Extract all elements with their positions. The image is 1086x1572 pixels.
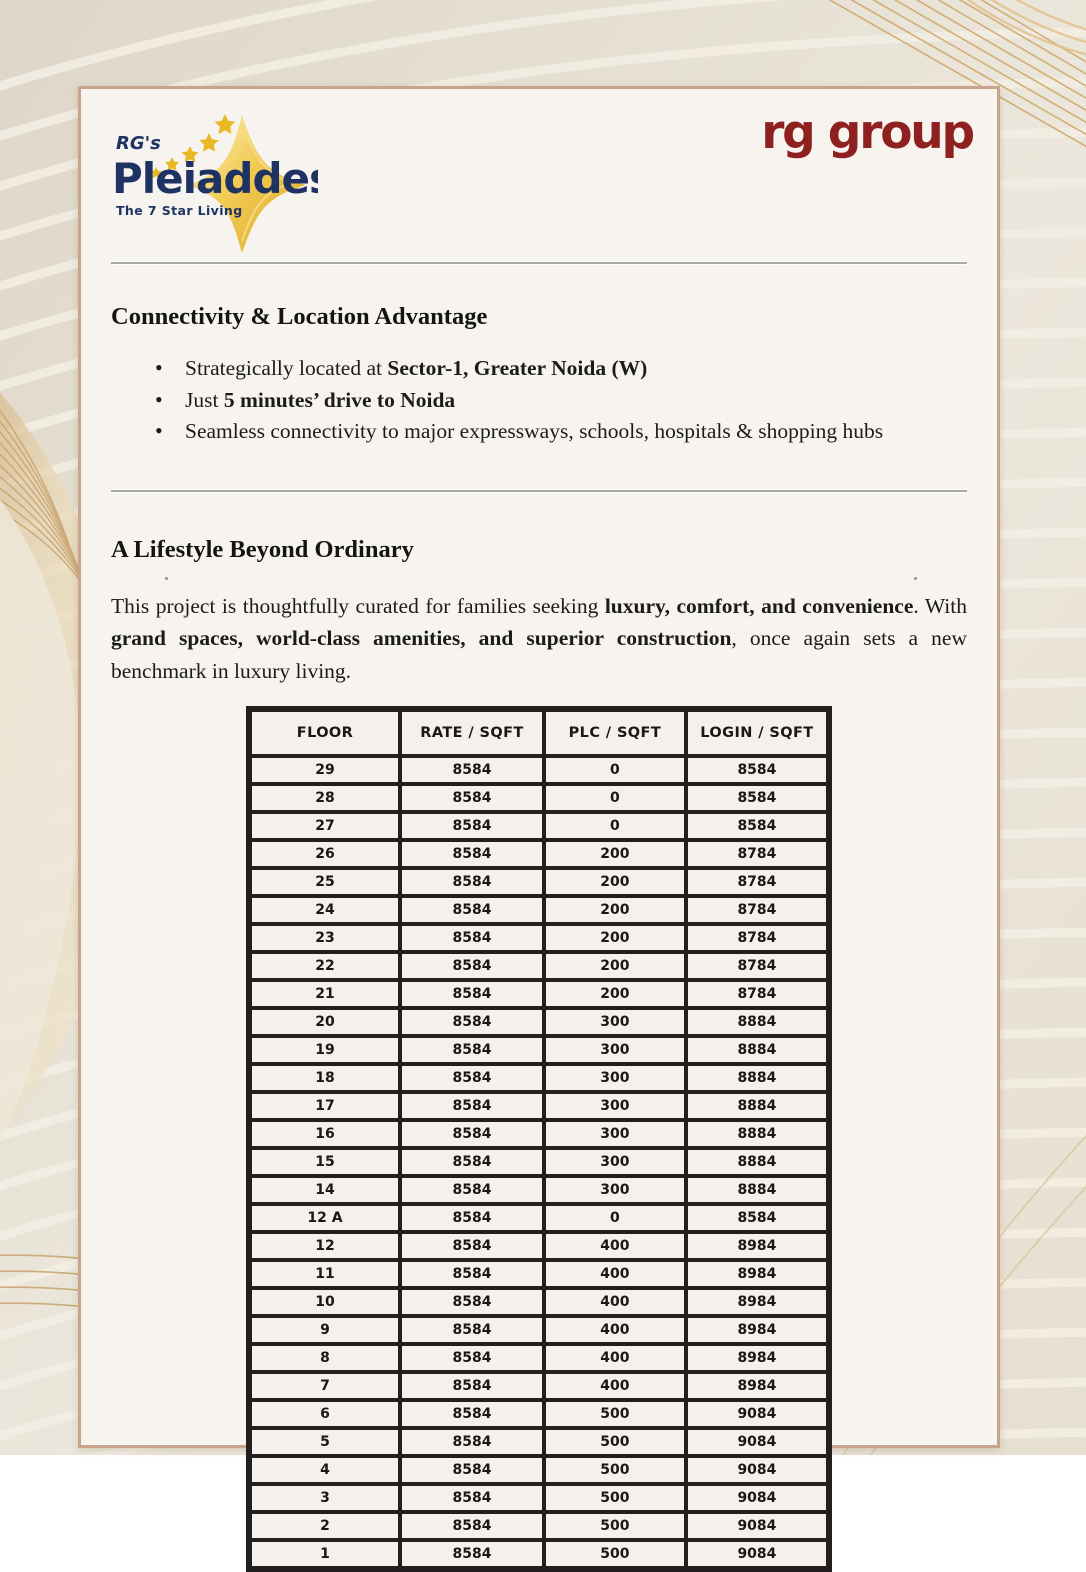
pleiaddes-logo — [108, 101, 318, 261]
cell-rate: 8584 — [400, 840, 544, 868]
lifestyle-paragraph — [111, 590, 967, 688]
cell-floor: 18 — [250, 1064, 400, 1092]
cell-plc: 500 — [544, 1512, 686, 1540]
cell-floor: 21 — [250, 980, 400, 1008]
cell-plc: 300 — [544, 1064, 686, 1092]
logo-tagline-text: The 7 Star Living — [116, 203, 243, 218]
cell-rate: 8584 — [400, 1064, 544, 1092]
table-row — [250, 756, 828, 784]
column-header-floor: FLOOR — [250, 710, 400, 756]
column-header-login: LOGIN / SQFT — [686, 710, 828, 756]
cell-login: 8984 — [686, 1288, 828, 1316]
bullet-lead-0: Strategically located at — [185, 356, 388, 380]
cell-floor: 11 — [250, 1260, 400, 1288]
cell-rate: 8584 — [400, 1316, 544, 1344]
cell-login: 8884 — [686, 1092, 828, 1120]
cell-login: 9084 — [686, 1400, 828, 1428]
cell-login: 8984 — [686, 1316, 828, 1344]
document-body — [81, 261, 997, 1572]
cell-rate: 8584 — [400, 1008, 544, 1036]
cell-rate: 8584 — [400, 1232, 544, 1260]
cell-floor: 26 — [250, 840, 400, 868]
cell-rate: 8584 — [400, 1260, 544, 1288]
floor-price-table — [246, 706, 832, 1572]
cell-login: 8884 — [686, 1176, 828, 1204]
cell-login: 9084 — [686, 1428, 828, 1456]
cell-floor: 22 — [250, 952, 400, 980]
table-row — [250, 1316, 828, 1344]
cell-floor: 9 — [250, 1316, 400, 1344]
cell-login: 8884 — [686, 1148, 828, 1176]
cell-login: 8984 — [686, 1260, 828, 1288]
cell-floor: 20 — [250, 1008, 400, 1036]
cell-plc: 500 — [544, 1400, 686, 1428]
cell-plc: 500 — [544, 1484, 686, 1512]
table-row — [250, 812, 828, 840]
cell-plc: 300 — [544, 1120, 686, 1148]
cell-login: 8984 — [686, 1344, 828, 1372]
artifact-dot — [914, 577, 917, 580]
cell-plc: 400 — [544, 1232, 686, 1260]
table-row — [250, 784, 828, 812]
bullet-bold-0: Sector-1, Greater Noida (W) — [387, 356, 648, 380]
cell-rate: 8584 — [400, 1204, 544, 1232]
cell-login: 8884 — [686, 1064, 828, 1092]
cell-rate: 8584 — [400, 1540, 544, 1568]
cell-floor: 15 — [250, 1148, 400, 1176]
cell-plc: 200 — [544, 840, 686, 868]
cell-plc: 300 — [544, 1008, 686, 1036]
table-row — [250, 1260, 828, 1288]
column-header-plc: PLC / SQFT — [544, 710, 686, 756]
cell-floor: 2 — [250, 1512, 400, 1540]
spacer — [111, 448, 967, 489]
table-row — [250, 980, 828, 1008]
table-row — [250, 1064, 828, 1092]
table-row — [250, 1148, 828, 1176]
table-row — [250, 1456, 828, 1484]
cell-plc: 0 — [544, 756, 686, 784]
document-page — [78, 86, 1000, 1562]
cell-floor: 16 — [250, 1120, 400, 1148]
para-text-3: , once again sets a new benchmark in luxury living. — [111, 626, 967, 684]
table-row — [250, 896, 828, 924]
cell-rate: 8584 — [400, 868, 544, 896]
logo-prefix-text: RG's — [116, 133, 161, 154]
table-row — [250, 1344, 828, 1372]
cell-floor: 14 — [250, 1176, 400, 1204]
cell-floor: 12 — [250, 1232, 400, 1260]
cell-login: 8784 — [686, 868, 828, 896]
table-row — [250, 1204, 828, 1232]
cell-rate: 8584 — [400, 1484, 544, 1512]
cell-plc: 0 — [544, 784, 686, 812]
table-row — [250, 1484, 828, 1512]
cell-floor: 25 — [250, 868, 400, 896]
table-row — [250, 1372, 828, 1400]
cell-login: 8584 — [686, 756, 828, 784]
artifact-dot — [165, 577, 168, 580]
cell-rate: 8584 — [400, 1176, 544, 1204]
table-row — [250, 1428, 828, 1456]
cell-login: 8784 — [686, 896, 828, 924]
lifestyle-heading: A Lifestyle Beyond Ordinary — [111, 535, 414, 563]
cell-plc: 300 — [544, 1176, 686, 1204]
connectivity-heading: Connectivity & Location Advantage — [111, 303, 488, 330]
cell-rate: 8584 — [400, 1400, 544, 1428]
cell-rate: 8584 — [400, 1372, 544, 1400]
cell-plc: 500 — [544, 1428, 686, 1456]
cell-rate: 8584 — [400, 980, 544, 1008]
cell-floor: 4 — [250, 1456, 400, 1484]
cell-login: 9084 — [686, 1484, 828, 1512]
list-item — [149, 353, 967, 385]
column-header-rate: RATE / SQFT — [400, 710, 544, 756]
table-row — [250, 868, 828, 896]
cell-plc: 500 — [544, 1540, 686, 1568]
cell-login: 8584 — [686, 1204, 828, 1232]
table-row — [250, 840, 828, 868]
cell-login: 8884 — [686, 1120, 828, 1148]
cell-plc: 300 — [544, 1148, 686, 1176]
logo-name-text: Pleiaddes — [112, 154, 318, 203]
cell-login: 8884 — [686, 1008, 828, 1036]
cell-floor: 8 — [250, 1344, 400, 1372]
cell-floor: 28 — [250, 784, 400, 812]
cell-login: 8784 — [686, 924, 828, 952]
cell-floor: 3 — [250, 1484, 400, 1512]
cell-plc: 0 — [544, 1204, 686, 1232]
cell-rate: 8584 — [400, 784, 544, 812]
cell-floor: 24 — [250, 896, 400, 924]
bullet-lead-2: Seamless connectivity to major expressways, schools, hospitals & shopping hubs — [185, 419, 884, 444]
cell-rate: 8584 — [400, 1120, 544, 1148]
cell-rate: 8584 — [400, 812, 544, 840]
table-row — [250, 1400, 828, 1428]
cell-plc: 0 — [544, 812, 686, 840]
cell-plc: 300 — [544, 1036, 686, 1064]
para-bold-2: grand spaces, world-class amenities, and superior construction — [111, 626, 732, 651]
bullet-bold-1: 5 minutes’ drive to Noida — [223, 387, 456, 412]
table-header-row — [250, 710, 828, 756]
spacer — [111, 493, 967, 536]
cell-login: 9084 — [686, 1456, 828, 1484]
cell-login: 9084 — [686, 1540, 828, 1568]
cell-floor: 17 — [250, 1092, 400, 1120]
cell-floor: 6 — [250, 1400, 400, 1428]
cell-floor: 5 — [250, 1428, 400, 1456]
cell-plc: 400 — [544, 1344, 686, 1372]
table-row — [250, 1092, 828, 1120]
cell-floor: 29 — [250, 756, 400, 784]
table-row — [250, 952, 828, 980]
cell-rate: 8584 — [400, 1428, 544, 1456]
connectivity-bullet-list — [111, 353, 967, 448]
cell-rate: 8584 — [400, 756, 544, 784]
price-table-container — [111, 706, 967, 1572]
table-row — [250, 1232, 828, 1260]
table-row — [250, 924, 828, 952]
cell-rate: 8584 — [400, 952, 544, 980]
table-row — [250, 1288, 828, 1316]
para-bold-1: luxury, comfort, and convenience — [604, 593, 914, 618]
cell-floor: 23 — [250, 924, 400, 952]
cell-rate: 8584 — [400, 1344, 544, 1372]
cell-login: 8784 — [686, 980, 828, 1008]
cell-rate: 8584 — [400, 1148, 544, 1176]
cell-plc: 300 — [544, 1092, 686, 1120]
cell-rate: 8584 — [400, 1092, 544, 1120]
cell-plc: 200 — [544, 952, 686, 980]
cell-floor: 12 A — [250, 1204, 400, 1232]
cell-rate: 8584 — [400, 1036, 544, 1064]
cell-rate: 8584 — [400, 1456, 544, 1484]
cell-plc: 200 — [544, 924, 686, 952]
cell-login: 8984 — [686, 1372, 828, 1400]
cell-rate: 8584 — [400, 1512, 544, 1540]
table-row — [250, 1120, 828, 1148]
connectivity-section — [111, 265, 967, 448]
cell-floor: 19 — [250, 1036, 400, 1064]
list-item — [149, 385, 967, 417]
cell-login: 8584 — [686, 784, 828, 812]
cell-floor: 7 — [250, 1372, 400, 1400]
cell-plc: 200 — [544, 896, 686, 924]
list-item — [149, 416, 967, 448]
cell-plc: 200 — [544, 868, 686, 896]
bullet-lead-1: Just — [185, 387, 224, 412]
cell-plc: 400 — [544, 1288, 686, 1316]
table-row — [250, 1036, 828, 1064]
cell-plc: 400 — [544, 1372, 686, 1400]
cell-plc: 400 — [544, 1316, 686, 1344]
price-table-body — [250, 756, 828, 1568]
cell-floor: 27 — [250, 812, 400, 840]
cell-login: 8584 — [686, 812, 828, 840]
cell-plc: 400 — [544, 1260, 686, 1288]
para-text-2: . With — [913, 593, 967, 618]
rg-group-logo: rg group — [761, 105, 973, 160]
cell-login: 8784 — [686, 840, 828, 868]
cell-floor: 10 — [250, 1288, 400, 1316]
cell-rate: 8584 — [400, 924, 544, 952]
cell-login: 8984 — [686, 1232, 828, 1260]
table-row — [250, 1008, 828, 1036]
cell-login: 9084 — [686, 1512, 828, 1540]
para-text-1: This project is thoughtfully curated for families seeking — [111, 593, 605, 618]
table-row — [250, 1176, 828, 1204]
cell-floor: 1 — [250, 1540, 400, 1568]
cell-plc: 200 — [544, 980, 686, 1008]
cell-rate: 8584 — [400, 1288, 544, 1316]
cell-login: 8884 — [686, 1036, 828, 1064]
table-row — [250, 1540, 828, 1568]
document-header — [81, 89, 997, 261]
cell-rate: 8584 — [400, 896, 544, 924]
cell-plc: 500 — [544, 1456, 686, 1484]
lifestyle-section — [111, 536, 967, 688]
cell-login: 8784 — [686, 952, 828, 980]
